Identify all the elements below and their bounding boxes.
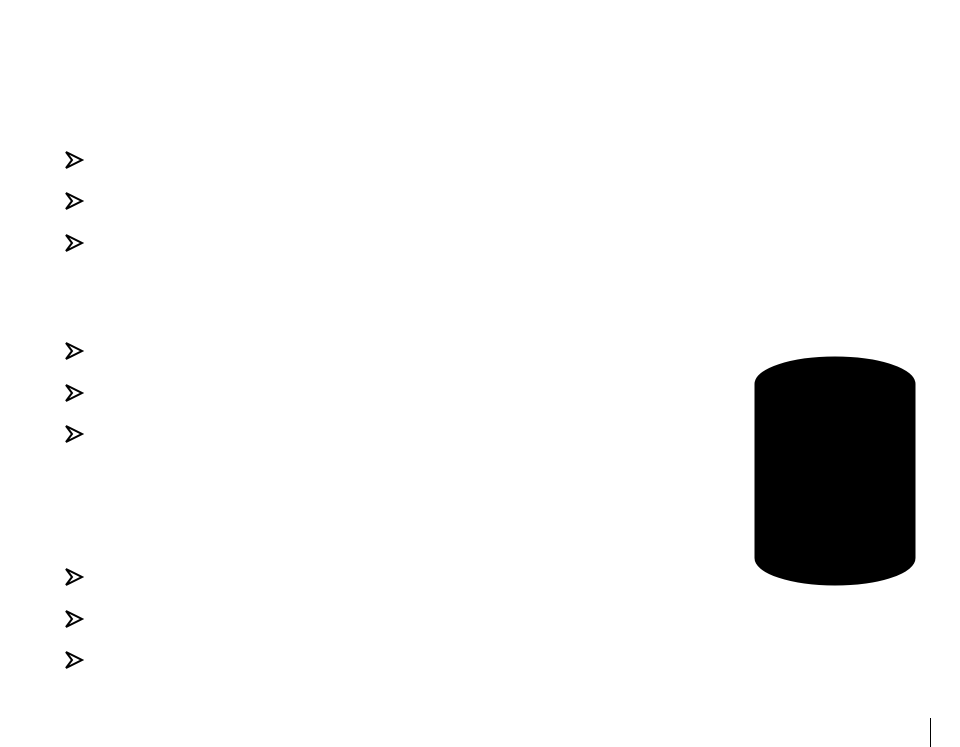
arrowhead-bullet-icon — [64, 567, 84, 587]
page-number-divider — [930, 718, 931, 747]
arrowhead-bullet-icon — [64, 150, 84, 170]
arrowhead-bullet-icon — [64, 424, 84, 444]
arrowhead-bullet-icon — [64, 233, 84, 253]
database-cylinder-icon — [754, 356, 916, 586]
arrowhead-bullet-icon — [64, 383, 84, 403]
arrowhead-bullet-icon — [64, 191, 84, 211]
arrowhead-bullet-icon — [64, 609, 84, 629]
arrowhead-bullet-icon — [64, 650, 84, 670]
arrowhead-bullet-icon — [64, 341, 84, 361]
